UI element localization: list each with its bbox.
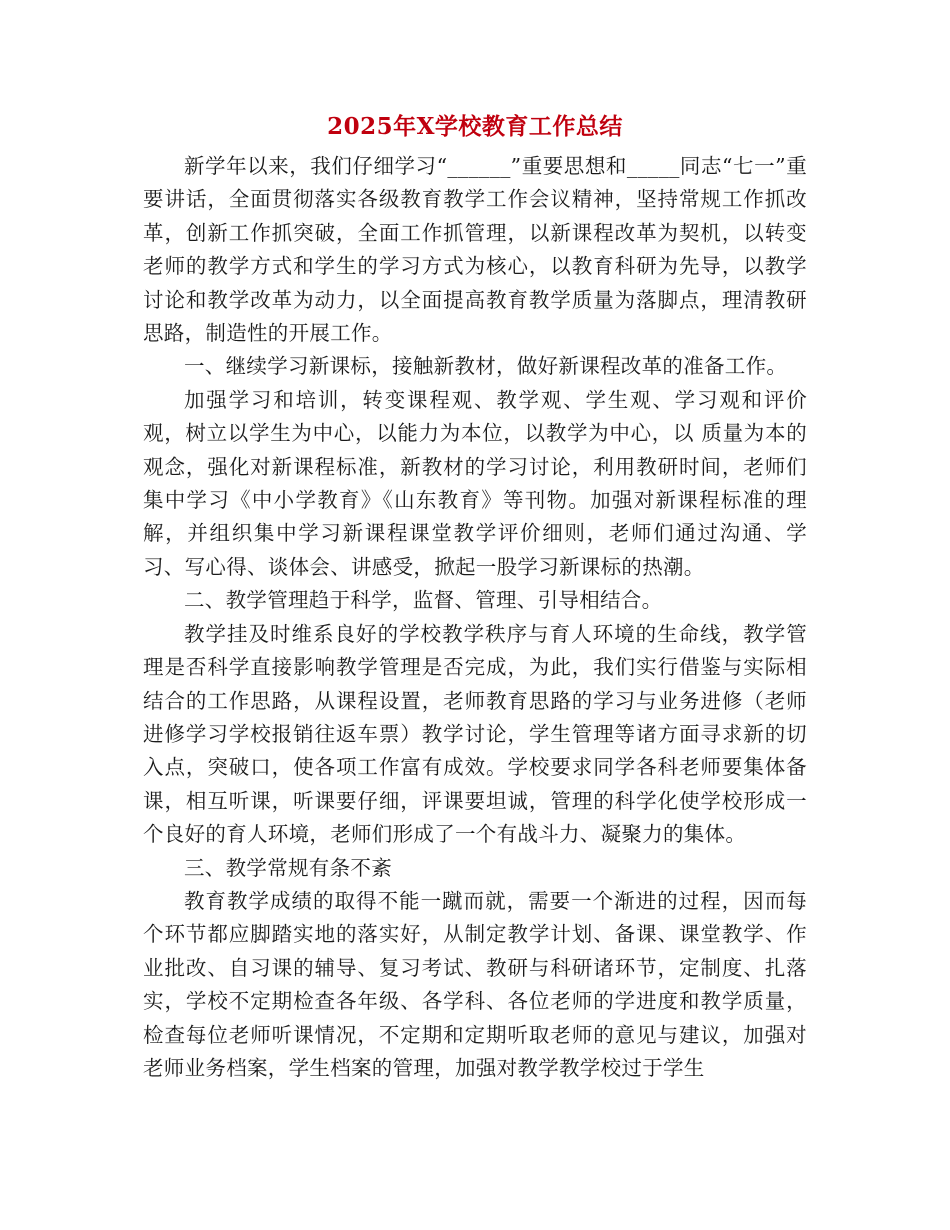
- section-heading-1: 一、继续学习新课标，接触新教材，做好新课程改革的准备工作。: [184, 354, 788, 379]
- section-body-2: 教学挂及时维系良好的学校教学秩序与育人环境的生命线，教学管理是否科学直接影响教学管理是否完成，为此，我们实行借鉴与实际相结合的工作思路，从课程设置，老师教育思路的学习与业务进修（老师进修学习学校报销往返车票）教学讨论，学生管理等诸方面寻求新的切入点，突破口，使各项工作富有成效。学校要求同学各科老师要集体备课，相互听课，听课要仔细，评课要坦诚，管理的科学化使学校形成一个良好的育人环境，老师们形成了一个有战斗力、凝聚力的集体。: [143, 621, 807, 847]
- document-page: [143, 110, 807, 1085]
- section-heading-3: 三、教学常规有条不紊: [184, 855, 392, 880]
- section-body-1: 加强学习和培训，转变课程观、教学观、学生观、学习观和评价观，树立以学生为中心，以能力为本位，以教学为中心，以 质量为本的观念，强化对新课程标准，新教材的学习讨论，利用教研时间，老师们集中学习《中小学教育》《山东教育》等刊物。加强对新课程标准的理解，并组织集中学习新课程课堂教学评价细则，老师们通过沟通、学习、写心得、谈体会、讲感受，掀起一股学习新课标的热潮。: [143, 387, 807, 579]
- section-heading-2: 二、教学管理趋于科学，监督、管理、引导相结合。: [184, 588, 663, 613]
- section-body-3: 教育教学成绩的取得不能一蹴而就，需要一个渐进的过程，因而每个环节都应脚踏实地的落实好，从制定教学计划、备课、课堂教学、作业批改、自习课的辅导、复习考试、教研与科研诸环节，定制度、扎落实，学校不定期检查各年级、各学科、各位老师的学进度和教学质量，检查每位老师听课情况，不定期和定期听取老师的意见与建议，加强对老师业务档案，学生档案的管理，加强对教学教学校过于学生: [143, 888, 807, 1080]
- intro-paragraph: 新学年以来，我们仔细学习“______”重要思想和_____同志“七一”重要讲话，全面贯彻落实各级教育教学工作会议精神，坚持常规工作抓改革，创新工作抓突破，全面工作抓管理，以新课程改革为契机，以转变老师的教学方式和学生的学习方式为核心，以教育科研为先导，以教学讨论和教学改革为动力，以全面提高教育教学质量为落脚点，理清教研思路，制造性的开展工作。: [143, 154, 807, 346]
- document-title: 2025年X学校教育工作总结: [327, 113, 623, 140]
